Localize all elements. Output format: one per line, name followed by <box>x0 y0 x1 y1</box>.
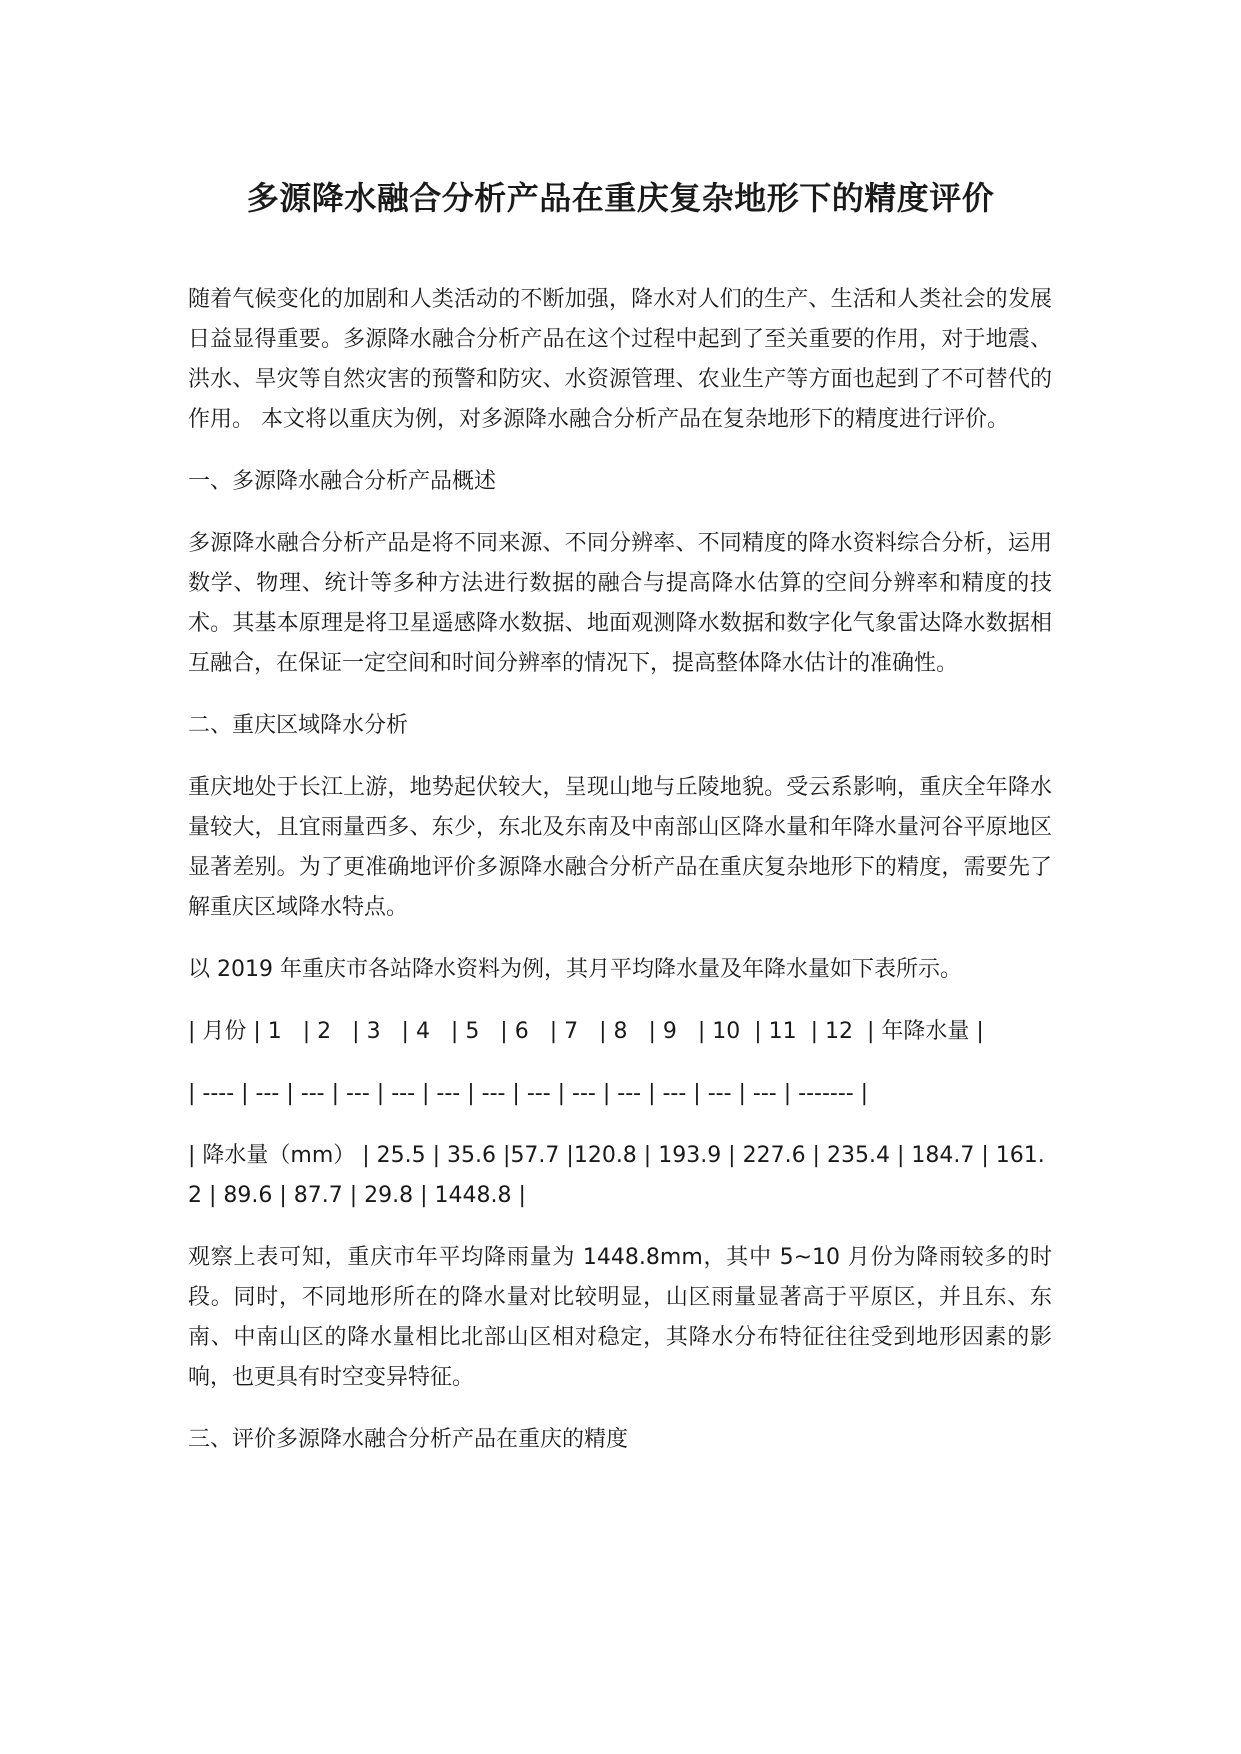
section-3-heading: 三、评价多源降水融合分析产品在重庆的精度 <box>188 1427 629 1452</box>
table-data-row: | 降水量（mm） | 25.5 | 35.6 |57.7 |120.8 | 193.9 | 227.6 | 235.4 | 184.7 | 161.2 | 89.6 | 87.7 | 29.8 | 1448.8 | <box>188 1143 1045 1208</box>
document-body <box>188 280 1052 1482</box>
intro-paragraph: 随着气候变化的加剧和人类活动的不断加强，降水对人们的生产、生活和人类社会的发展日益显得重要。多源降水融合分析产品在这个过程中起到了至关重要的作用，对于地震、洪水、旱灾等自然灾害的预警和防灾、水资源管理、农业生产等方面也起到了不可替代的作用。 本文将以重庆为例，对多源降水融合分析产品在复杂地形下的精度进行评价。 <box>188 287 1052 432</box>
section-2-paragraph-2: 以 2019 年重庆市各站降水资料为例，其月平均降水量及年降水量如下表所示。 <box>188 957 962 982</box>
section-1-paragraph: 多源降水融合分析产品是将不同来源、不同分辨率、不同精度的降水资料综合分析，运用数学、物理、统计等多种方法进行数据的融合与提高降水估算的空间分辨率和精度的技术。其基本原理是将卫星遥感降水数据、地面观测降水数据和数字化气象雷达降水数据相互融合，在保证一定空间和时间分辨率的情况下，提高整体降水估计的准确性。 <box>188 531 1052 676</box>
section-2-paragraph-1: 重庆地处于长江上游，地势起伏较大，呈现山地与丘陵地貌。受云系影响，重庆全年降水量较大，且宜雨量西多、东少，东北及东南及中南部山区降水量和年降水量河谷平原地区显著差别。为了更准确地评价多源降水融合分析产品在重庆复杂地形下的精度，需要先了解重庆区域降水特点。 <box>188 775 1052 920</box>
document-title: 多源降水融合分析产品在重庆复杂地形下的精度评价 <box>246 179 995 217</box>
section-1-heading: 一、多源降水融合分析产品概述 <box>188 469 497 494</box>
table-header-row: | 月份 | 1 | 2 | 3 | 4 | 5 | 6 | 7 | 8 | 9 | 10 | 11 | 12 | 年降水量 | <box>188 1019 984 1044</box>
table-separator-row: | ---- | --- | --- | --- | --- | --- | --- | --- | --- | --- | --- | --- | --- | ------- | <box>188 1081 869 1106</box>
section-2-paragraph-3: 观察上表可知，重庆市年平均降雨量为 1448.8mm，其中 5~10 月份为降雨较多的时段。同时，不同地形所在的降水量对比较明显，山区雨量显著高于平原区，并且东、东南、中南山区的降水量相比北部山区相对稳定，其降水分布特征往往受到地形因素的影响，也更具有时空变异特征。 <box>188 1245 1052 1390</box>
section-2-heading: 二、重庆区域降水分析 <box>188 713 409 738</box>
